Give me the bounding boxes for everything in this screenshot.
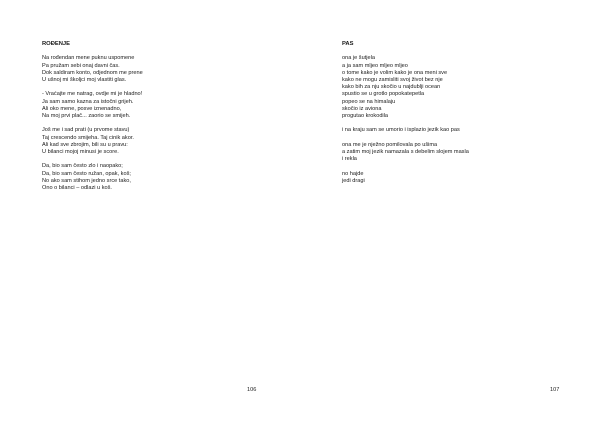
poem-rodenje — [42, 41, 262, 199]
poem-line: kako bih za nju skočio u najdublji ocean — [342, 84, 441, 91]
poem-line: kako ne mogu zamisliti svoj život bez nje — [342, 77, 443, 83]
poem-line: No ako sam stihom jedno srce tako, — [42, 177, 131, 184]
right-page — [300, 0, 600, 423]
poem-line: Na rođendan mene puknu uspomene — [42, 55, 135, 62]
stanza — [42, 163, 262, 192]
stanza — [42, 127, 262, 156]
poem-line: a zatim moj jezik namazala s debelim slojem masla — [342, 149, 469, 155]
poem-line: i na kraju sam se umorio i isplazio jezik kao pas — [342, 127, 460, 134]
poem-line: progutao krokodila — [342, 113, 389, 120]
poem-line: jedi dragi — [342, 177, 365, 184]
stanza — [342, 142, 572, 164]
poem-line: Da, bio sam često ružan, opak, koš; — [42, 170, 131, 177]
stanza — [42, 55, 262, 84]
poem-line: Još me i sad prati (u prvome stavu) — [42, 127, 130, 134]
poem-line: spustio se u grotlo popokatepetla — [342, 91, 425, 98]
poem-line: - Vraćajte me natrag, ovdje mi je hladno! — [42, 91, 143, 98]
page-number: 106 — [247, 387, 257, 393]
poem-line: i rekla — [342, 156, 357, 163]
poem-line: U bilanci mojoj minusi je score. — [42, 149, 119, 155]
poem-line: ona me je nježno pomilovala po ušima — [342, 141, 438, 148]
poem-title: PAS — [342, 41, 354, 47]
poem-line: Pa pružam sebi onaj davni čas. — [42, 62, 120, 69]
poem-line: Ali oko mene, posve iznenadno, — [42, 105, 122, 112]
poem-line: U ušnoj mi školjci moj vlastiti glas. — [42, 77, 127, 83]
poem-line: no hajde — [342, 170, 364, 177]
poem-line: o tome kako je volim kako je ona meni sve — [342, 69, 448, 76]
poem-line: skočio iz aviona — [342, 105, 382, 112]
poem-line: Ali kad sve zbrojim, bili su u pravu: — [42, 141, 128, 148]
poem-line: Ono o bilanci – odlazi u koš. — [42, 185, 112, 191]
poem-line: Dok saldiram konto, odjednom me prene — [42, 69, 143, 76]
poem-line: ona je šutjela — [342, 55, 375, 62]
stanza — [342, 127, 572, 134]
poem-title: ROĐENJE — [42, 41, 71, 47]
poem-line: Da, bio sam često zlo i naopako; — [42, 163, 123, 170]
poem-line: Taj crescendo smijeha. Taj cinik akor. — [42, 134, 134, 141]
stanza — [42, 91, 262, 120]
poem-line: a ja sam mljeo mljeo mljeo — [342, 62, 408, 69]
poem-pas — [342, 41, 572, 192]
poem-line: popeo se na himalaju — [342, 98, 396, 105]
poem-line: Ja sam samo kazna za istočni grijeh. — [42, 98, 134, 105]
page-number: 107 — [550, 387, 560, 393]
stanza — [342, 55, 572, 120]
poem-line: Na moj prvi plač... zaorio se smijeh. — [42, 113, 131, 119]
stanza — [342, 171, 572, 185]
